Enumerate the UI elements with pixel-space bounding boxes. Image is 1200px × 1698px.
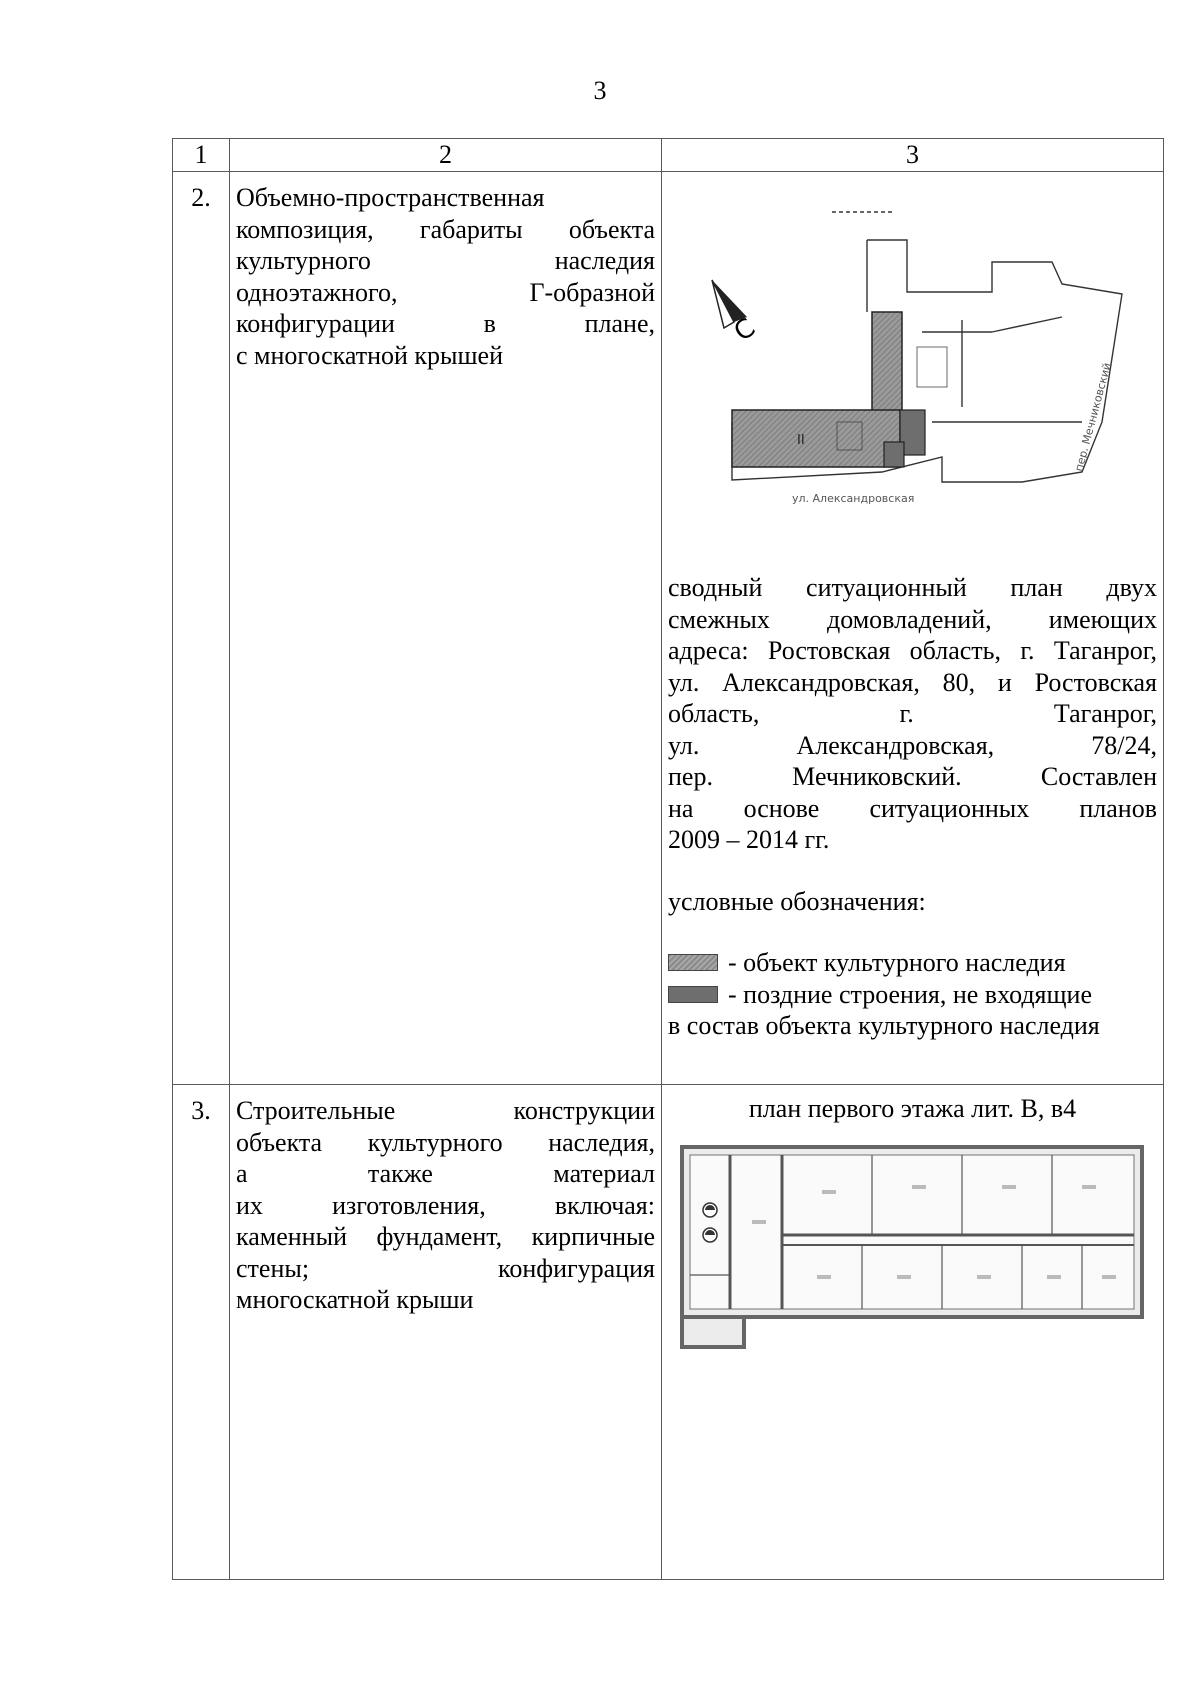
caption-line: область, г. Таганрог, [668, 699, 1157, 728]
caption-line: смежных домовладений, имеющих [668, 604, 1157, 634]
page-number: 3 [593, 76, 607, 105]
row-description [230, 172, 662, 1085]
desc-line: Строительные конструкции [236, 1096, 655, 1125]
street-label: ул. Александровская [792, 492, 915, 505]
table-header-row [173, 139, 1164, 172]
desc-line: конфигурации в плане, [236, 309, 655, 338]
situation-plan-image [662, 172, 1163, 572]
desc-line: каменный фундамент, кирпичные [236, 1222, 655, 1251]
row-illustration [662, 172, 1164, 1085]
caption-line: ул. Александровская, 80, и Ростовская [668, 667, 1157, 697]
desc-line: стены; конфигурация [236, 1253, 655, 1283]
caption-line: сводный ситуационный план двух [668, 573, 1157, 602]
caption-line: пер. Мечниковский. Составлен [668, 762, 1157, 791]
table-row [173, 172, 1164, 1085]
desc-line: Объемно-пространственная [236, 183, 545, 212]
caption-line: на основе ситуационных планов [668, 793, 1157, 823]
building-lit-label: II [797, 433, 805, 448]
desc-line: многоскатной крыши [236, 1285, 474, 1314]
desc-line: композиция, габариты объекта [236, 214, 655, 244]
legend-swatch [668, 986, 718, 1003]
lane-label: пер. Мечниковский [1072, 361, 1114, 473]
legend-item [662, 979, 1163, 1011]
desc-line: а также материал [236, 1159, 655, 1188]
legend-title: условные обозначения: [668, 886, 926, 916]
caption-line: ул. Александровская, 78/24, [668, 730, 1157, 760]
legend-label: - поздние строения, не входящие [728, 979, 1092, 1009]
header-col-3: 3 [662, 139, 1164, 172]
situation-plan-caption [662, 572, 1163, 856]
heritage-table [172, 138, 1164, 1580]
caption-line: 2009 – 2014 гг. [668, 825, 830, 854]
desc-line: с многоскатной крышей [236, 340, 503, 370]
floor-plan-image [662, 1125, 1163, 1355]
desc-line: их изготовления, включая: [236, 1190, 655, 1220]
desc-line: одноэтажного, Г-образной [236, 277, 655, 307]
row-illustration [662, 1085, 1164, 1580]
caption-line: адреса: Ростовская область, г. Таганрог, [668, 636, 1157, 665]
legend-label: - объект культурного наследия [728, 948, 1066, 977]
floor-plan-caption: план первого этажа лит. В, в4 [748, 1094, 1077, 1123]
row-number: 3. [173, 1085, 230, 1580]
row-description [230, 1085, 662, 1580]
row-number: 2. [173, 172, 230, 1085]
table-row [173, 1085, 1164, 1580]
legend-swatch [668, 954, 718, 971]
legend-item [662, 947, 1163, 979]
legend-tail: в состав объекта культурного наследия [668, 1011, 1100, 1040]
desc-line: объекта культурного наследия, [236, 1127, 655, 1157]
header-col-2: 2 [230, 139, 662, 172]
north-label: С [728, 312, 761, 348]
desc-line: культурного наследия [236, 246, 655, 275]
north-arrow-icon [712, 280, 761, 348]
header-col-1: 1 [173, 139, 230, 172]
